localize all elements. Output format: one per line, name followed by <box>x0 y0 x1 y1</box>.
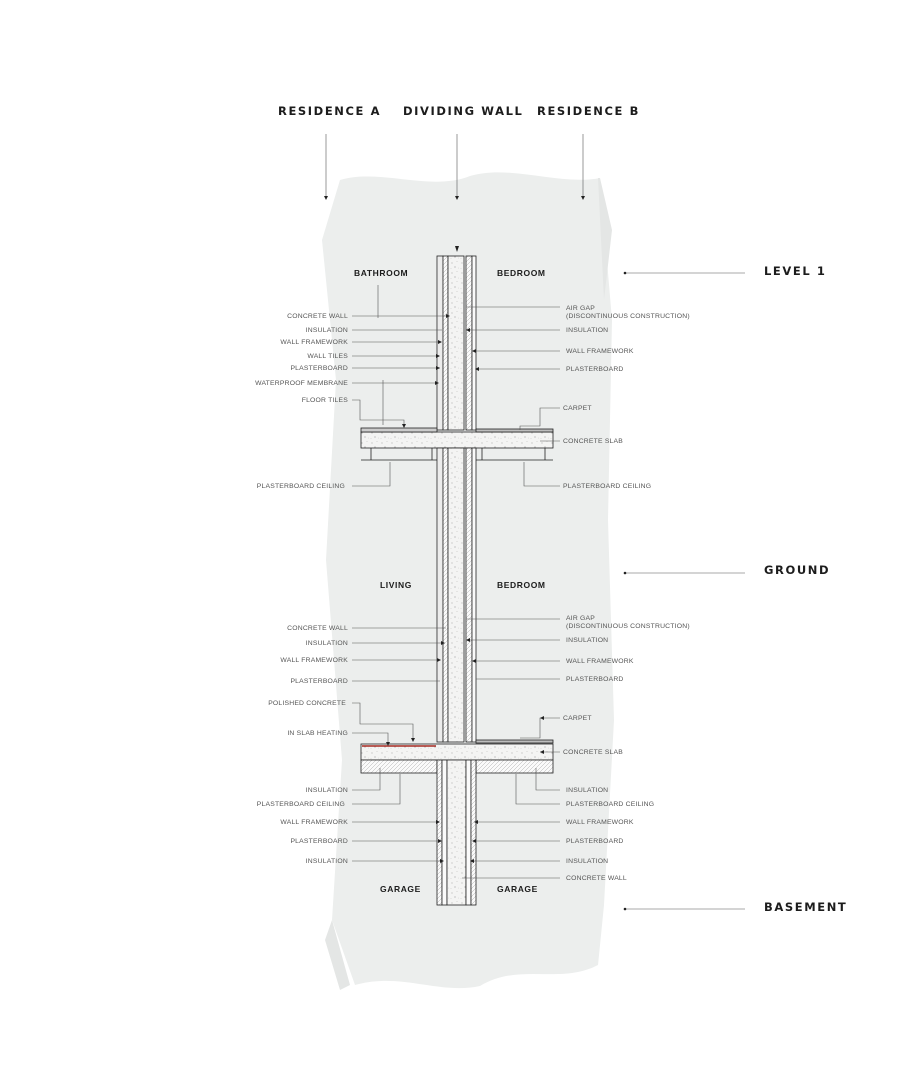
l1-left-wall-tiles: WALL TILES <box>307 353 348 360</box>
b-right-concrete-wall: CONCRETE WALL <box>566 875 627 882</box>
l1-right-air-gap-note: (DISCONTINUOUS CONSTRUCTION) <box>566 313 690 320</box>
g-left-in-slab-heating: IN SLAB HEATING <box>287 730 348 737</box>
room-bedroom-ground: BEDROOM <box>497 580 546 590</box>
g-right-concrete-slab: CONCRETE SLAB <box>563 749 624 756</box>
g-right-insulation: INSULATION <box>566 637 609 644</box>
g-left-polished-concrete: POLISHED CONCRETE <box>268 700 346 707</box>
l1-right-wall-framework: WALL FRAMEWORK <box>566 348 634 355</box>
header-residence-a: RESIDENCE A <box>278 104 382 118</box>
l1-left-plasterboard: PLASTERBOARD <box>290 365 348 372</box>
header-residence-b: RESIDENCE B <box>537 104 640 118</box>
g-right-carpet: CARPET <box>563 715 592 722</box>
g-right-plasterboard: PLASTERBOARD <box>566 676 624 683</box>
g-right-air-gap: AIR GAP <box>566 615 595 622</box>
g-left-plasterboard: PLASTERBOARD <box>290 678 348 685</box>
b-left-wall-framework: WALL FRAMEWORK <box>280 819 348 826</box>
l1-left-waterproof-membrane: WATERPROOF MEMBRANE <box>255 380 348 387</box>
level-1-label: LEVEL 1 <box>764 264 827 278</box>
g-right-air-gap-note: (DISCONTINUOUS CONSTRUCTION) <box>566 623 690 630</box>
g-right-wall-framework: WALL FRAMEWORK <box>566 658 634 665</box>
l1-left-wall-framework: WALL FRAMEWORK <box>280 339 348 346</box>
l1-left-insulation: INSULATION <box>305 327 348 334</box>
b-right-plasterboard-ceiling: PLASTERBOARD CEILING <box>566 801 655 808</box>
b-left-plasterboard-ceiling: PLASTERBOARD CEILING <box>256 801 345 808</box>
l1-right-carpet: CARPET <box>563 405 592 412</box>
room-garage-left: GARAGE <box>380 884 421 894</box>
g-left-wall-framework: WALL FRAMEWORK <box>280 657 348 664</box>
l1-left-concrete-wall: CONCRETE WALL <box>287 313 348 320</box>
room-bedroom-upper: BEDROOM <box>497 268 546 278</box>
l1-right-plasterboard-ceiling: PLASTERBOARD CEILING <box>563 483 652 490</box>
l1-right-concrete-slab: CONCRETE SLAB <box>563 438 624 445</box>
g-left-insulation: INSULATION <box>305 640 348 647</box>
b-left-plasterboard: PLASTERBOARD <box>290 838 348 845</box>
room-bathroom: BATHROOM <box>354 268 409 278</box>
g-left-concrete-wall: CONCRETE WALL <box>287 625 348 632</box>
b-right-plasterboard: PLASTERBOARD <box>566 838 624 845</box>
l1-right-insulation: INSULATION <box>566 327 609 334</box>
b-right-insulation-2: INSULATION <box>566 858 609 865</box>
header-dividing-wall: DIVIDING WALL <box>403 104 524 118</box>
basement-label: BASEMENT <box>764 900 848 914</box>
l1-left-plasterboard-ceiling: PLASTERBOARD CEILING <box>256 483 345 490</box>
ground-label: GROUND <box>764 563 831 577</box>
level-markers <box>624 272 745 911</box>
room-living: LIVING <box>380 580 412 590</box>
b-right-insulation: INSULATION <box>566 787 609 794</box>
l1-right-air-gap: AIR GAP <box>566 305 595 312</box>
l1-right-plasterboard: PLASTERBOARD <box>566 366 624 373</box>
b-left-insulation: INSULATION <box>305 787 348 794</box>
room-garage-right: GARAGE <box>497 884 538 894</box>
b-right-wall-framework: WALL FRAMEWORK <box>566 819 634 826</box>
l1-left-floor-tiles: FLOOR TILES <box>301 397 348 404</box>
b-left-insulation-2: INSULATION <box>305 858 348 865</box>
